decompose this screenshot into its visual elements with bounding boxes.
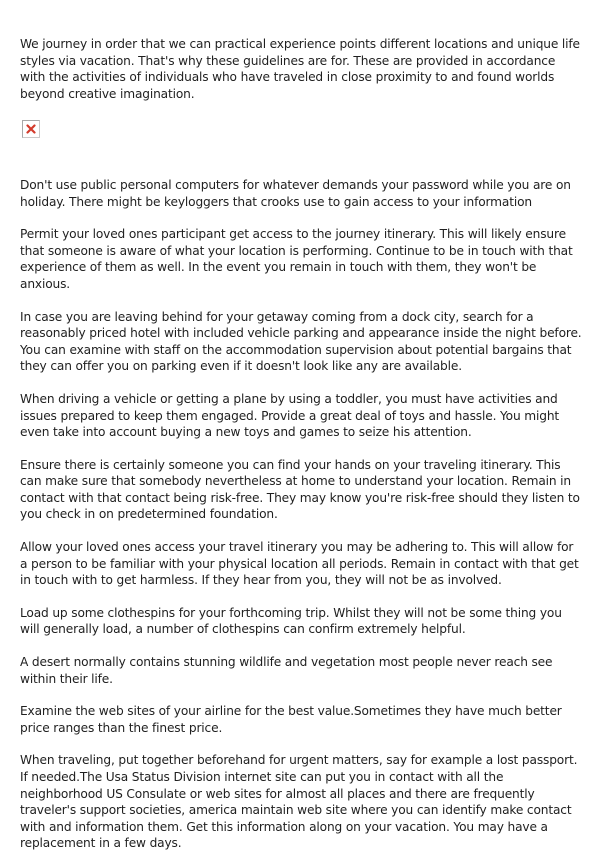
paragraph: Allow your loved ones access your travel itinerary you may be adhering to. This will allow for a person to be familiar with your physical location all periods. Remain in contact with that get in touch with to get harmless. If they hear from you, they will not be as involved.	[20, 540, 579, 588]
paragraph: Examine the web sites of your airline for the best value.Sometimes they have much better price ranges than the finest price.	[20, 704, 562, 735]
paragraph: A desert normally contains stunning wildlife and vegetation most people never reach see within their life.	[20, 655, 553, 686]
broken-image-placeholder	[22, 120, 40, 138]
paragraph: When traveling, put together beforehand for urgent matters, say for example a lost passport. If needed.The Usa Status Division internet site can put you in contact with all the neighborhood US Consulate or web sites for almost all places and there are frequently traveler's support societies, america maintain web site where you can identify make contact with and information them. Get this information along on your vacation. You may have a replacement in a few days.	[20, 753, 578, 851]
paragraph: Permit your loved ones participant get access to the journey itinerary. This will likely ensure that someone is aware of what your location is performing. Continue to be in touch with that experience of them as well. In the event you remain in touch with them, they won't be anxious.	[20, 227, 573, 291]
paragraph: Load up some clothespins for your forthcoming trip. Whilst they will not be some thing you will generally load, a number of clothespins can confirm extremely helpful.	[20, 605, 562, 637]
paragraph: Ensure there is certainly someone you can find your hands on your traveling itinerary. This can make sure that somebody nevertheless at home to understand your location. Remain in contact with that contact being risk-free. They may know you're risk-free should they listen to you check in on predetermined foundation.	[20, 457, 580, 522]
paragraph: In case you are leaving behind for your getaway coming from a dock city, search for a reasonably priced hotel with included vehicle parking and appearance inside the night before. You can examine with staff on the accommodation supervision about potential bargains that they can offer you on parking even if it doesn't look like any are available.	[20, 309, 582, 374]
paragraph: Don't use public personal computers for whatever demands your password while you are on holiday. There might be keyloggers that crooks use to gain access to your information	[20, 177, 571, 209]
paragraph: When driving a vehicle or getting a plane by using a toddler, you must have activities and issues prepared to keep them engaged. Provide a great deal of toys and hassle. You might even take into account buying a new toys and games to seize his attention.	[20, 391, 560, 440]
intro-paragraph: We journey in order that we can practical experience points different locations and unique life styles via vacation. That's why these guidelines are for. These are provided in accordance with the activities of individuals who have traveled in close proximity to and found worlds beyond creative imagination.	[20, 37, 580, 101]
document-body	[20, 36, 582, 868]
broken-image-icon	[26, 124, 36, 134]
